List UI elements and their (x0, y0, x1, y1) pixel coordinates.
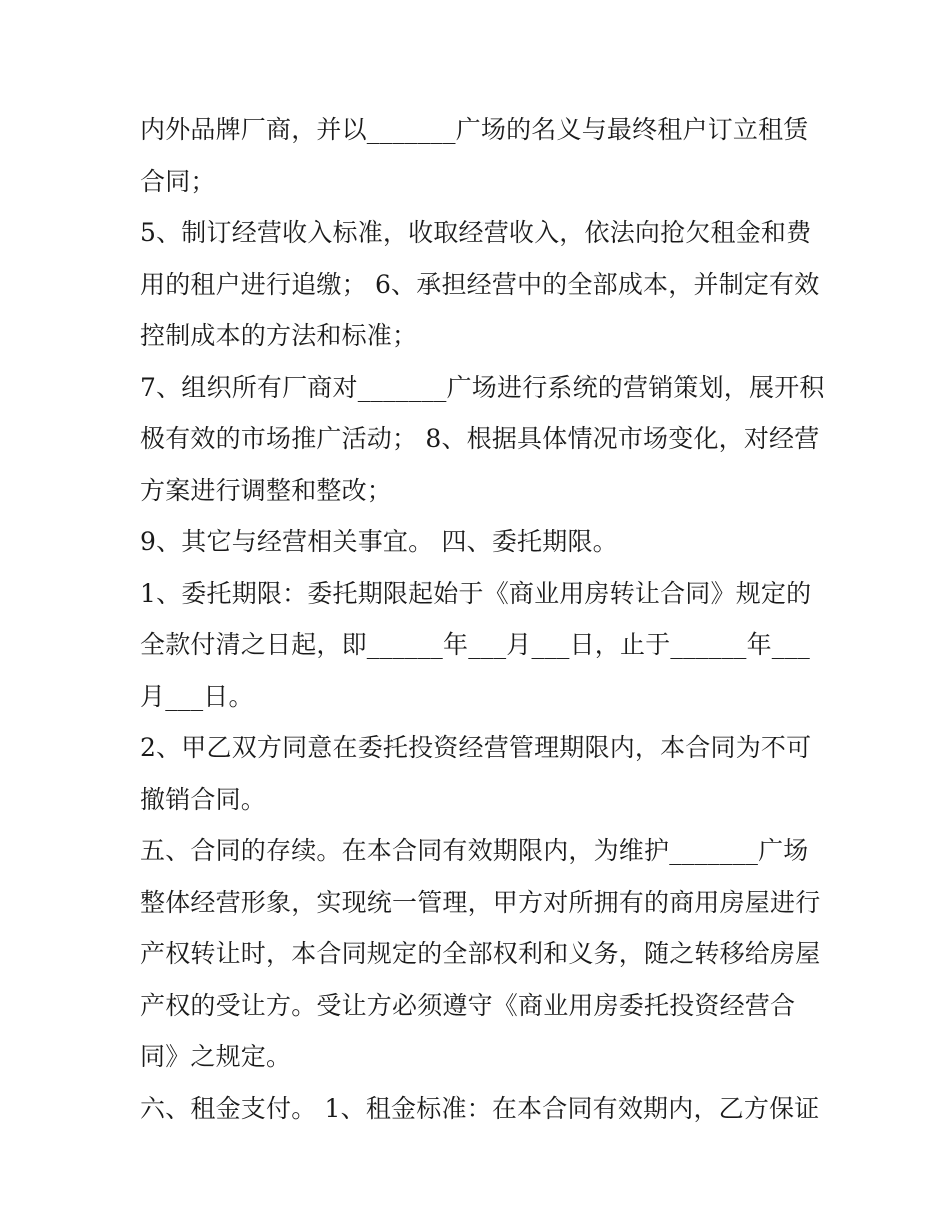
text-line: 极有效的市场推广活动； 8、根据具体情况市场变化，对经营 (140, 424, 820, 453)
text-line: 全款付清之日起，即______年___月___日，止于______年___ (140, 630, 810, 659)
text-line: 产权的受让方。受让方必须遵守《商业用房委托投资经营合 (140, 990, 796, 1020)
text-line: 五、合同的存续。在本合同有效期限内，为维护_______广场 (140, 836, 809, 865)
text-line: 产权转让时，本合同规定的全部权利和义务，随之转移给房屋 (140, 939, 821, 968)
text-line: 月___日。 (140, 681, 254, 711)
text-line: 合同； (140, 166, 216, 196)
text-line: 用的租户进行追缴； 6、承担经营中的全部成本，并制定有效 (140, 269, 820, 299)
text-line: 7、组织所有厂商对_______广场进行系统的营销策划，展开积 (140, 372, 825, 402)
document-body (140, 104, 825, 1134)
text-line: 5、制订经营收入标准，收取经营收入，依法向抢欠租金和费 (140, 218, 812, 247)
text-line: 方案进行调整和整改； (140, 475, 393, 505)
text-line: 撤销合同。 (140, 784, 267, 814)
text-line: 9、其它与经营相关事宜。 四、委托期限。 (140, 527, 618, 556)
text-line: 2、甲乙双方同意在委托投资经营管理期限内，本合同为不可 (140, 733, 812, 762)
text-line: 控制成本的方法和标准； (140, 321, 418, 350)
text-line: 同》之规定。 (140, 1042, 292, 1071)
text-line: 六、租金支付。 1、租金标准：在本合同有效期内，乙方保证 (140, 1093, 820, 1123)
text-line: 内外品牌厂商，并以_______广场的名义与最终租户订立租赁 (140, 115, 809, 144)
text-line: 整体经营形象，实现统一管理，甲方对所拥有的商用房屋进行 (140, 887, 821, 917)
text-line: 1、委托期限：委托期限起始于《商业用房转让合同》规定的 (140, 578, 812, 608)
